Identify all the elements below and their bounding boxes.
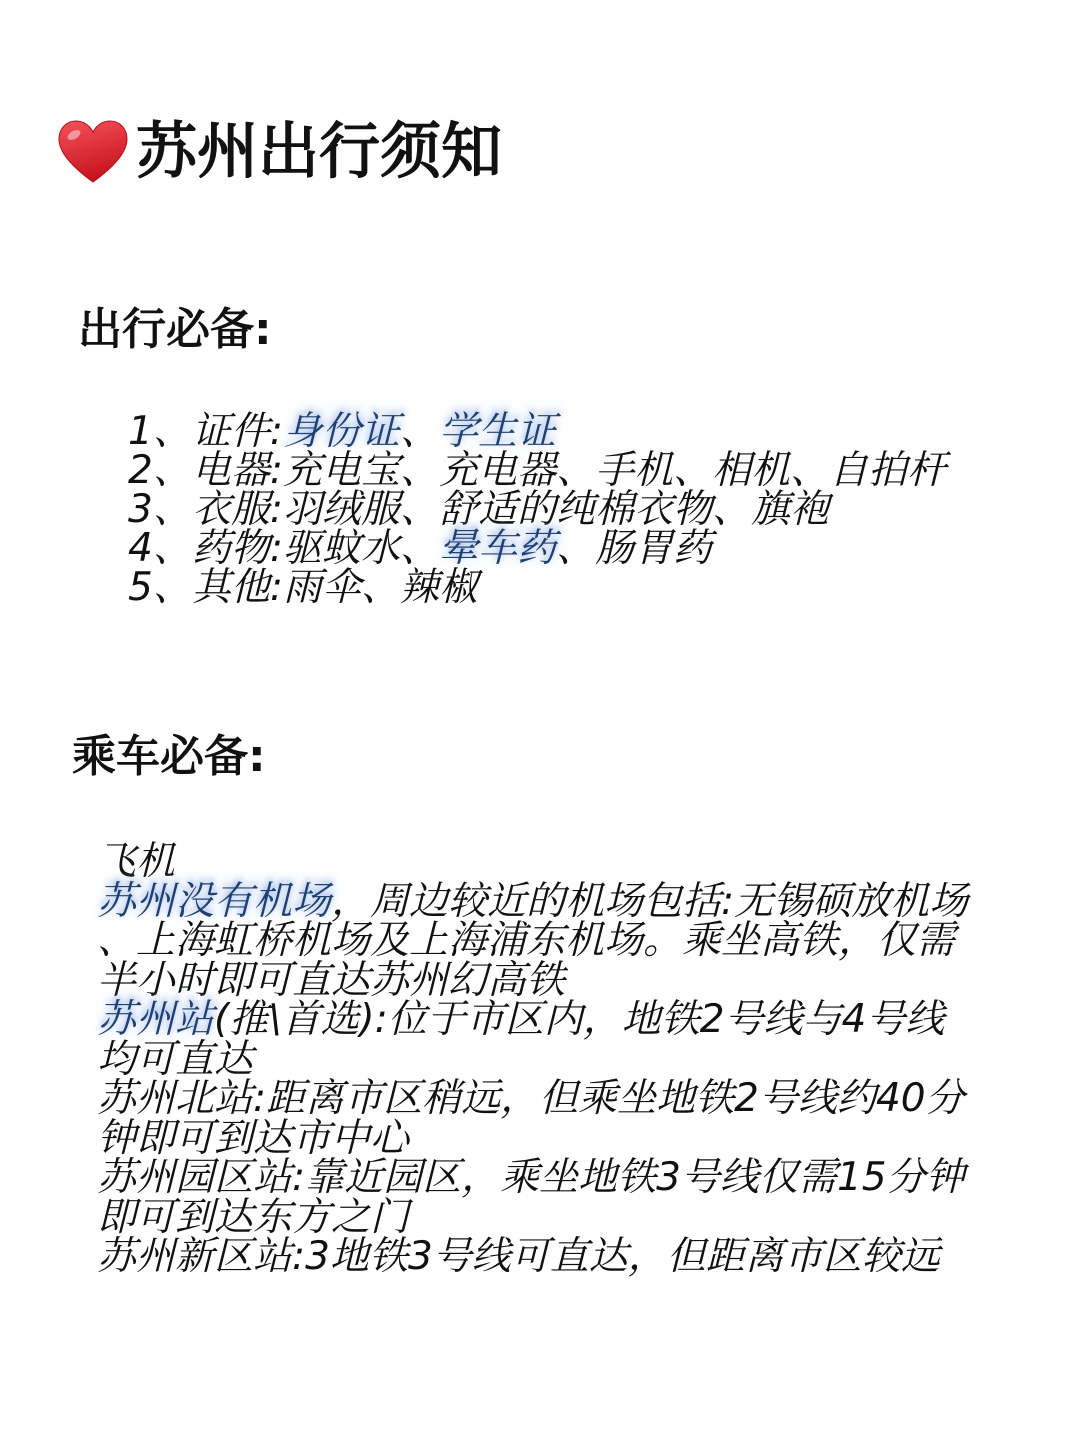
packing-list [128,409,946,610]
line-text: 苏州北站:距离市区稍远，但乘坐地铁2号线约40分 [97,1076,965,1121]
packing-item [128,565,946,610]
text-line [97,957,968,1003]
line-text: 、上海虹桥机场及上海浦东机场。乘坐高铁，仅需 [97,918,956,963]
item-text: 2、电器:充电宝、充电器、手机、相机、自拍杆 [128,448,946,493]
section-heading-transport: 乘车必备: [72,731,266,782]
line-text: 均可直达 [97,1036,254,1082]
text-line [97,1076,968,1121]
heart-icon [56,119,130,185]
text-line [97,1115,968,1161]
item-text: 3、衣服:羽绒服、舒适的纯棉衣物、旗袍 [128,487,829,532]
page-title [56,116,502,188]
title-text: 苏州出行须知 [136,116,503,187]
line-text: 苏州园区站:靠近园区，乘坐地铁3号线仅需15分钟 [97,1155,965,1200]
text-line [97,1194,968,1240]
text-line [97,997,968,1042]
line-text: ，周边较近的机场包括:无锡硕放机场 [331,878,969,924]
packing-item [128,526,946,571]
text-line [97,878,969,924]
text-line [97,1155,968,1200]
text-line [97,1234,968,1279]
highlight-text: 苏州没有机场 [97,878,332,924]
highlight-text: 身份证 [282,409,400,454]
line-text: 半小时即可直达苏州幻高铁 [97,957,566,1003]
line-text: 苏州新区站:3地铁3号线可直达，但距离市区较远 [97,1234,940,1279]
item-text: 、 [399,409,439,454]
item-text: 、肠胃药 [555,526,712,571]
packing-item [128,448,946,493]
line-text: (推\首选):位于市区内，地铁2号线与4号线 [214,997,945,1042]
item-text: 5、其他:雨伞、辣椒 [128,565,478,610]
highlight-text: 苏州站 [97,997,215,1042]
item-text: 4、药物:驱蚊水、 [128,526,439,571]
highlight-text: 学生证 [438,409,556,454]
text-line [97,918,968,963]
packing-item [128,409,946,454]
section-heading-packing: 出行必备: [78,304,272,355]
line-text: 即可到达东方之门 [97,1194,410,1240]
line-text: 飞机 [97,839,176,884]
item-text: 1、证件: [128,409,283,454]
line-text: 钟即可到达市中心 [97,1115,410,1161]
text-line [97,1036,968,1082]
text-line [97,839,968,884]
transport-text [97,839,969,1279]
packing-item [128,487,946,532]
highlight-text: 晕车药 [438,526,556,571]
